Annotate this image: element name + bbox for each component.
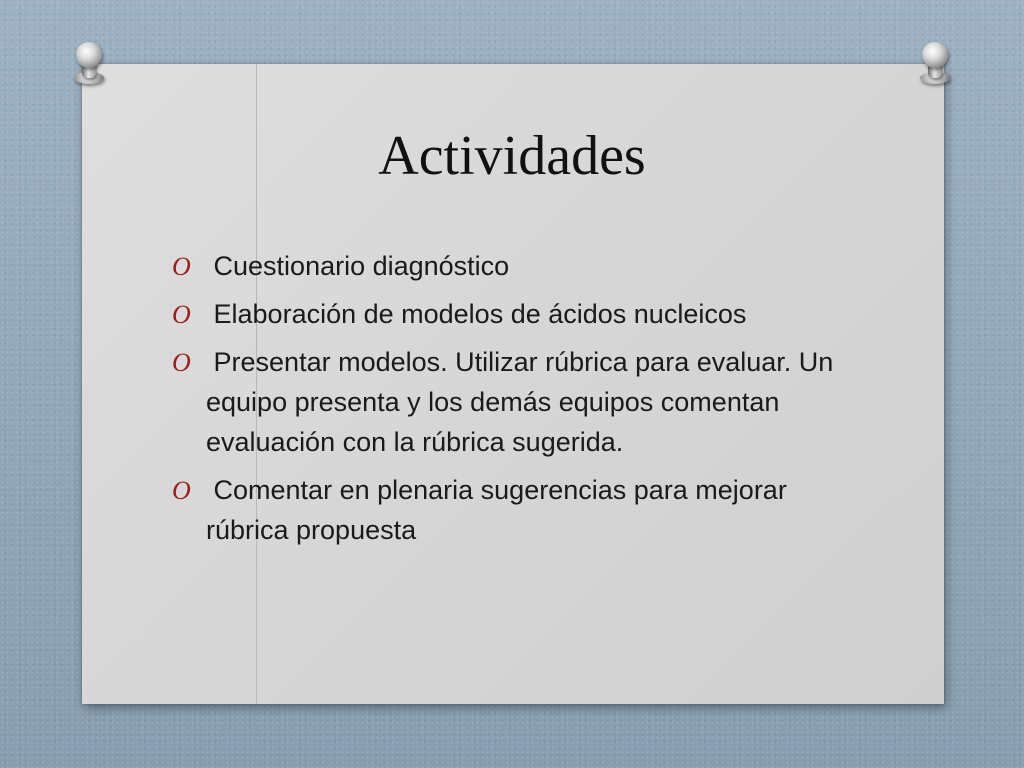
- bullet-marker-icon: O: [172, 476, 191, 505]
- bullet-item: [168, 342, 858, 462]
- bullet-text: Elaboración de modelos de ácidos nucleicos: [206, 299, 747, 329]
- bullet-marker-icon: O: [172, 252, 191, 281]
- slide-title: Actividades: [378, 125, 646, 187]
- bullet-marker-icon: O: [172, 300, 191, 329]
- bullet-list: [168, 246, 858, 558]
- bullet-marker-icon: O: [172, 348, 191, 377]
- bullet-item: [168, 246, 858, 286]
- bullet-text: Cuestionario diagnóstico: [206, 251, 510, 281]
- bullet-item: [168, 294, 858, 334]
- bullet-item: [168, 470, 858, 550]
- pushpin-left-icon: [72, 42, 106, 82]
- bullet-text: Presentar modelos. Utilizar rúbrica para evaluar. Un equipo presenta y los demás equipos comentan evaluación con la rúbrica sugerida.: [206, 347, 841, 457]
- bullet-text: Comentar en plenaria sugerencias para mejorar rúbrica propuesta: [206, 475, 795, 545]
- pushpin-right-icon: [918, 42, 952, 82]
